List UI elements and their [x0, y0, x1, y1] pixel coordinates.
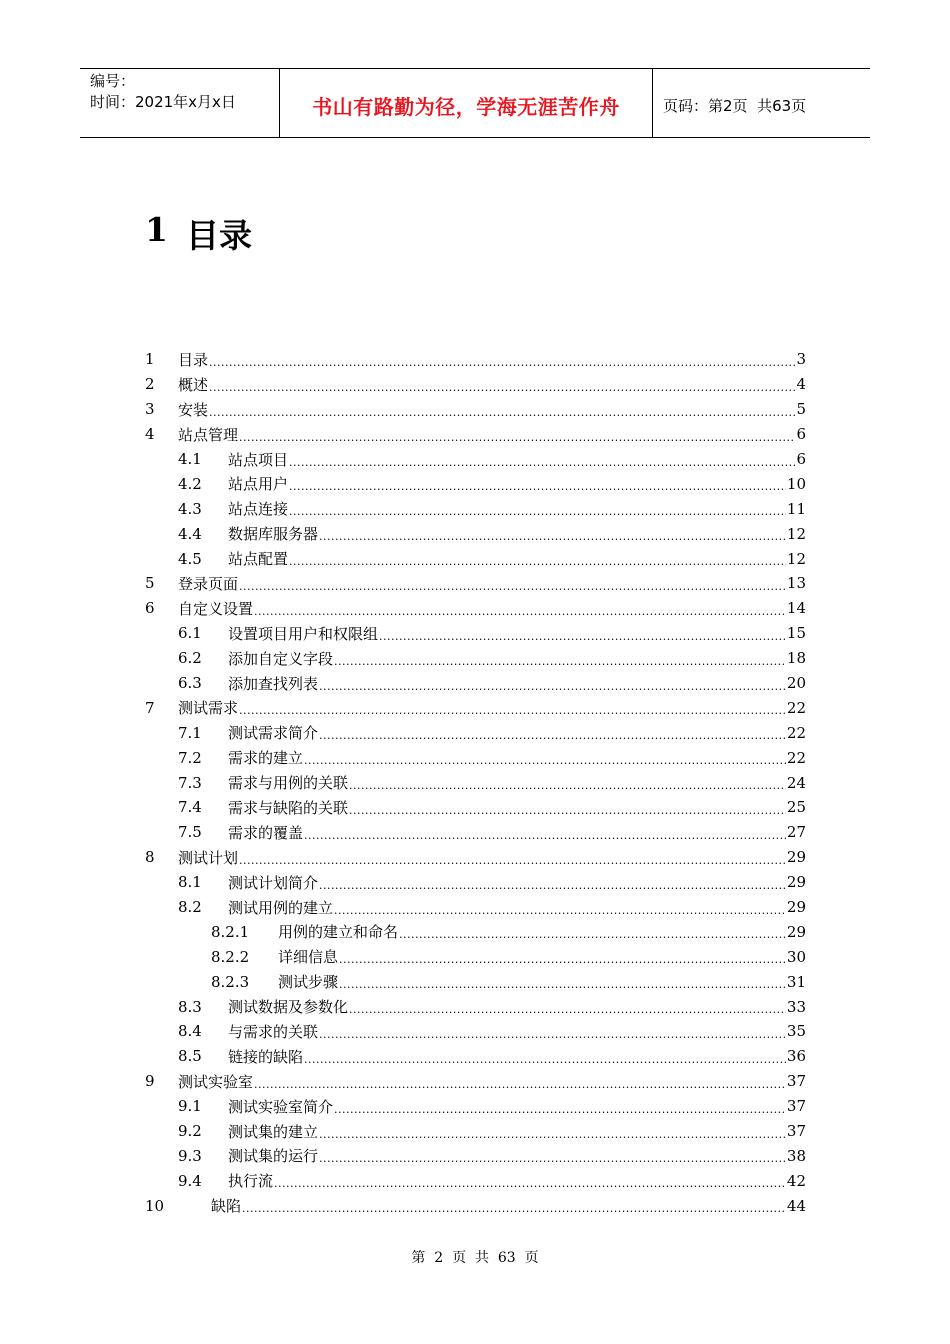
- toc-entry-page: 18: [786, 649, 806, 668]
- toc-entry-label: 需求与用例的关联: [228, 774, 349, 793]
- toc-entry-label: 添加自定义字段: [228, 649, 334, 668]
- toc-dot-leader: [304, 1048, 786, 1065]
- toc-entry-number: 10: [145, 1196, 165, 1215]
- toc-entry[interactable]: [145, 820, 806, 845]
- toc-entry-page: 35: [786, 1022, 806, 1041]
- toc-dot-leader: [239, 699, 786, 716]
- toc-dot-leader: [349, 998, 786, 1015]
- toc-entry-number: 6.1: [178, 624, 202, 643]
- toc-entry[interactable]: [145, 1069, 806, 1094]
- toc-entry[interactable]: [145, 1144, 806, 1169]
- toc-entry-label: 测试集的建立: [228, 1122, 319, 1141]
- toc-entry[interactable]: [145, 695, 806, 720]
- toc-dot-leader: [334, 650, 786, 667]
- toc-dot-leader: [304, 749, 786, 766]
- toc-dot-leader: [254, 600, 786, 617]
- toc-entry-number: 6.2: [178, 649, 202, 668]
- toc-entry-number: 4.2: [178, 474, 202, 493]
- toc-entry[interactable]: [145, 795, 806, 820]
- toc-dot-leader: [319, 525, 786, 542]
- toc-entry-label: 执行流: [228, 1172, 274, 1191]
- toc-entry-number: 1: [145, 350, 155, 369]
- toc-entry[interactable]: [145, 770, 806, 795]
- toc-entry-number: 8.4: [178, 1022, 202, 1041]
- toc-entry-label: 需求的建立: [228, 749, 304, 768]
- toc-entry-page: 22: [786, 748, 806, 767]
- toc-entry-page: 27: [786, 823, 806, 842]
- toc-dot-leader: [319, 874, 786, 891]
- toc-entry-number: 9.1: [178, 1097, 202, 1116]
- toc-dot-leader: [239, 426, 795, 443]
- toc-entry-page: 42: [786, 1171, 806, 1190]
- toc-entry[interactable]: [145, 596, 806, 621]
- toc-entry-number: 8.5: [178, 1047, 202, 1066]
- toc-entry-label: 详细信息: [278, 948, 339, 967]
- toc-entry[interactable]: [145, 546, 806, 571]
- toc-entry-number: 8.3: [178, 997, 202, 1016]
- toc-dot-leader: [339, 948, 786, 965]
- toc-entry-number: 7.2: [178, 748, 202, 767]
- toc-entry-number: 9.3: [178, 1146, 202, 1165]
- toc-entry-number: 5: [145, 574, 155, 593]
- toc-entry-page: 25: [786, 798, 806, 817]
- toc-entry[interactable]: [145, 1019, 806, 1044]
- toc-entry-page: 4: [796, 375, 806, 394]
- toc-dot-leader: [319, 1023, 786, 1040]
- toc-entry[interactable]: [145, 845, 806, 870]
- toc-dot-leader: [319, 1123, 786, 1140]
- toc-entry-page: 36: [786, 1047, 806, 1066]
- toc-entry[interactable]: [145, 621, 806, 646]
- toc-dot-leader: [239, 849, 786, 866]
- toc-entry-label: 添加查找列表: [228, 674, 319, 693]
- toc-entry-page: 12: [786, 549, 806, 568]
- toc-entry-page: 6: [796, 425, 806, 444]
- toc-entry-number: 9: [145, 1072, 155, 1091]
- toc-entry-page: 14: [786, 599, 806, 618]
- toc-dot-leader: [242, 1197, 786, 1214]
- toc-entry-number: 4: [145, 425, 155, 444]
- toc-entry[interactable]: [145, 1044, 806, 1069]
- toc-entry-page: 31: [786, 972, 806, 991]
- toc-entry-label: 概述: [178, 375, 209, 394]
- toc-entry[interactable]: [145, 471, 806, 496]
- toc-entry-page: 24: [786, 773, 806, 792]
- toc-entry-label: 站点用户: [228, 475, 289, 494]
- toc-dot-leader: [254, 1073, 786, 1090]
- toc-dot-leader: [379, 625, 786, 642]
- toc-entry-page: 37: [786, 1097, 806, 1116]
- toc-entry-number: 8.2: [178, 898, 202, 917]
- toc-dot-leader: [289, 550, 786, 567]
- toc-entry-label: 用例的建立和命名: [278, 923, 399, 942]
- toc-entry-number: 6: [145, 599, 155, 618]
- toc-entry-label: 设置项目用户和权限组: [228, 624, 379, 643]
- toc-entry[interactable]: [145, 919, 806, 944]
- toc-entry-label: 站点配置: [228, 550, 289, 569]
- toc-entry[interactable]: [145, 521, 806, 546]
- toc-entry[interactable]: [145, 720, 806, 745]
- toc-entry[interactable]: [145, 1119, 806, 1144]
- toc-entry-label: 测试集的运行: [228, 1147, 319, 1166]
- toc-entry[interactable]: [145, 347, 806, 372]
- toc-entry-number: 7.3: [178, 773, 202, 792]
- toc-entry-number: 4.4: [178, 524, 202, 543]
- toc-entry-label: 测试需求: [178, 699, 239, 718]
- toc-entry[interactable]: [145, 397, 806, 422]
- page-title: [145, 210, 252, 257]
- toc-entry-label: 数据库服务器: [228, 525, 319, 544]
- toc-entry-page: 29: [786, 898, 806, 917]
- toc-dot-leader: [349, 774, 786, 791]
- toc-entry-label: 测试步骤: [278, 973, 339, 992]
- toc-entry-label: 测试实验室简介: [228, 1097, 334, 1116]
- toc-entry-page: 15: [786, 624, 806, 643]
- toc-dot-leader: [319, 1147, 786, 1164]
- header-page-info: [653, 69, 870, 137]
- toc-entry[interactable]: [145, 496, 806, 521]
- page-info-text: 页码：第2页 共63页: [663, 96, 807, 115]
- page-footer: 第 2 页 共 63 页: [411, 1250, 539, 1266]
- toc-entry-number: 8: [145, 848, 155, 867]
- toc-entry-page: 37: [786, 1122, 806, 1141]
- toc-entry-page: 38: [786, 1146, 806, 1165]
- toc-entry[interactable]: [145, 895, 806, 920]
- toc-entry-number: 6.3: [178, 674, 202, 693]
- toc-dot-leader: [334, 1098, 786, 1115]
- toc-entry-label: 测试计划简介: [228, 873, 319, 892]
- toc-entry-number: 9.2: [178, 1122, 202, 1141]
- page-header: [80, 68, 870, 138]
- toc-entry-page: 29: [786, 873, 806, 892]
- toc-entry-label: 缺陷: [211, 1197, 242, 1216]
- toc-entry-number: 9.4: [178, 1171, 202, 1190]
- toc-entry[interactable]: [145, 1168, 806, 1193]
- toc-entry-number: 7: [145, 698, 155, 717]
- table-of-contents: [145, 347, 806, 1218]
- toc-dot-leader: [339, 973, 786, 990]
- toc-entry-number: 8.2.1: [211, 922, 250, 941]
- toc-entry-label: 安装: [178, 400, 209, 419]
- toc-entry-page: 13: [786, 574, 806, 593]
- toc-entry-label: 登录页面: [178, 574, 239, 593]
- toc-entry-label: 站点项目: [228, 450, 289, 469]
- toc-entry-page: 5: [796, 400, 806, 419]
- toc-entry-label: 需求与缺陷的关联: [228, 798, 349, 817]
- toc-entry-page: 10: [786, 474, 806, 493]
- toc-entry-label: 测试数据及参数化: [228, 998, 349, 1017]
- toc-entry[interactable]: [145, 646, 806, 671]
- toc-entry-page: 12: [786, 524, 806, 543]
- toc-entry-page: 11: [786, 499, 806, 518]
- header-meta: [80, 69, 280, 137]
- toc-entry-number: 7.4: [178, 798, 202, 817]
- toc-entry-page: 37: [786, 1072, 806, 1091]
- toc-entry-number: 4.1: [178, 450, 202, 468]
- toc-dot-leader: [209, 401, 795, 418]
- toc-entry[interactable]: [145, 671, 806, 696]
- toc-entry-label: 站点管理: [178, 425, 239, 444]
- toc-entry-number: 7.1: [178, 723, 202, 742]
- toc-entry-number: 7.5: [178, 823, 202, 842]
- toc-entry[interactable]: [145, 870, 806, 895]
- toc-dot-leader: [399, 923, 786, 940]
- toc-dot-leader: [289, 475, 786, 492]
- toc-entry[interactable]: [145, 994, 806, 1019]
- toc-entry[interactable]: [145, 422, 806, 447]
- toc-entry-page: 22: [786, 723, 806, 742]
- toc-entry[interactable]: [145, 1193, 806, 1218]
- toc-dot-leader: [319, 675, 786, 692]
- toc-entry-page: 6: [796, 450, 806, 468]
- toc-entry-label: 目录: [178, 350, 209, 369]
- toc-dot-leader: [209, 351, 795, 368]
- toc-dot-leader: [289, 451, 795, 468]
- toc-dot-leader: [209, 376, 795, 393]
- toc-dot-leader: [239, 575, 786, 592]
- toc-entry-number: 3: [145, 400, 155, 419]
- toc-dot-leader: [289, 500, 786, 517]
- toc-dot-leader: [274, 1172, 786, 1189]
- header-motto: 书山有路勤为径，学海无涯苦作舟: [280, 69, 653, 137]
- toc-entry[interactable]: [145, 447, 806, 472]
- toc-entry-page: 33: [786, 997, 806, 1016]
- toc-entry-label: 自定义设置: [178, 599, 254, 618]
- toc-dot-leader: [304, 824, 786, 841]
- toc-entry-page: 20: [786, 674, 806, 693]
- toc-entry-label: 链接的缺陷: [228, 1047, 304, 1066]
- toc-entry-number: 8.2.3: [211, 972, 250, 991]
- toc-entry-label: 测试需求简介: [228, 724, 319, 743]
- title-number: 1: [145, 210, 168, 249]
- toc-entry-page: 22: [786, 698, 806, 717]
- toc-entry-label: 测试计划: [178, 848, 239, 867]
- toc-entry[interactable]: [145, 571, 806, 596]
- toc-entry-label: 站点连接: [228, 500, 289, 519]
- toc-entry-number: 2: [145, 375, 155, 394]
- toc-entry-page: 30: [786, 947, 806, 966]
- doc-number-label: 编号：: [90, 72, 136, 90]
- toc-entry[interactable]: [145, 372, 806, 397]
- toc-dot-leader: [349, 799, 786, 816]
- toc-entry-number: 8.1: [178, 873, 202, 892]
- toc-entry-page: 29: [786, 922, 806, 941]
- toc-entry[interactable]: [145, 969, 806, 994]
- toc-entry-page: 44: [786, 1196, 806, 1215]
- toc-dot-leader: [319, 724, 786, 741]
- toc-entry-number: 8.2.2: [211, 947, 250, 966]
- toc-entry-label: 测试实验室: [178, 1072, 254, 1091]
- time-label: 时间：2021年x月x日: [90, 93, 236, 111]
- toc-entry-number: 4.3: [178, 499, 202, 518]
- toc-entry-label: 与需求的关联: [228, 1022, 319, 1041]
- toc-entry-page: 3: [796, 350, 806, 369]
- toc-dot-leader: [334, 899, 786, 916]
- toc-entry[interactable]: [145, 1094, 806, 1119]
- toc-entry[interactable]: [145, 944, 806, 969]
- toc-entry-label: 需求的覆盖: [228, 823, 304, 842]
- toc-entry-number: 4.5: [178, 549, 202, 568]
- title-text: 目录: [185, 216, 252, 255]
- toc-entry-page: 29: [786, 848, 806, 867]
- toc-entry[interactable]: [145, 745, 806, 770]
- toc-entry-label: 测试用例的建立: [228, 898, 334, 917]
